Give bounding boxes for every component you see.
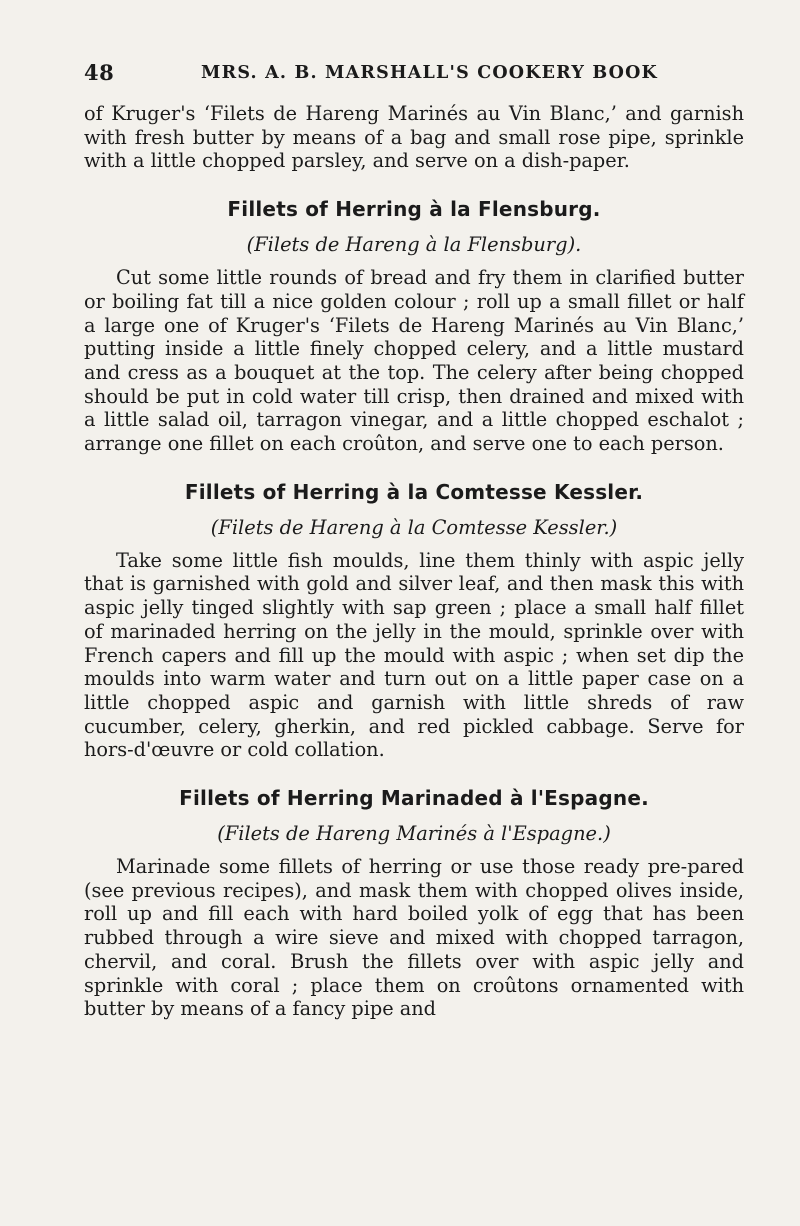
recipe-comtesse-kessler [84,480,744,762]
recipe-french-title: (Filets de Hareng Marinés à l'Espagne.) [217,822,611,846]
recipe-french-title: (Filets de Hareng à la Flensburg). [246,233,582,257]
recipe-paragraph: Marinade some fillets of herring or use those ready pre-pared (see previous recipes), and mask them with chopped olives inside, roll up and fill each with hard boiled yolk of egg that has been rubbed through a wire sieve and mixed with chopped tarragon, chervil, and coral. Brush the fillets over with aspic jelly and sprinkle with coral ; place them on croûtons ornamented with butter by means of a fancy pipe and [84,855,744,1021]
page-header [84,58,744,102]
running-title: MRS. A. B. MARSHALL'S COOKERY BOOK [201,63,658,83]
recipe-title: Fillets of Herring Marinaded à l'Espagne. [179,786,649,811]
recipe-title: Fillets of Herring à la Comtesse Kessler. [184,479,644,504]
recipe-french-title: (Filets de Hareng à la Comtesse Kessler.) [210,515,618,539]
recipe-paragraph: Cut some little rounds of bread and fry them in clarified butter or boiling fat till a nice golden colour ; roll up a small fillet or half a large one of Kruger's ‘Filets de Hareng Marinés au Vin Blanc,’ putting inside a little finely chopped celery, and a little mustard and cress as a bouquet at the top. The celery after being chopped should be put in cold water till crisp, then drained and mixed with a little salad oil, tarragon vinegar, and a little chopped eschalot ; arrange one fillet on each croûton, and serve one to each person. [84,266,744,456]
recipe-espagne [84,786,744,1021]
recipe-paragraph: Take some little fish moulds, line them thinly with aspic jelly that is garnished with gold and silver leaf, and then mask this with aspic jelly tinged slightly with sap green ; place a small half fillet of marinaded herring on the jelly in the mould, sprinkle over with French capers and fill up the mould with aspic ; when set dip the moulds into warm water and turn out on a little paper case on a little chopped aspic and garnish with little shreds of raw cucumber, celery, gherkin, and red pickled cabbage. Serve for hors-d'œuvre or cold collation. [84,548,744,762]
recipe-flensburg [84,197,744,456]
intro-paragraph: of Kruger's ‘Filets de Hareng Marinés au Vin Blanc,’ and garnish with fresh butter by means of a bag and small rose pipe, sprinkle with a little chopped parsley, and serve on a dish-paper. [84,102,744,173]
recipe-title: Fillets of Herring à la Flensburg. [227,197,601,222]
page-number: 48 [84,60,115,85]
